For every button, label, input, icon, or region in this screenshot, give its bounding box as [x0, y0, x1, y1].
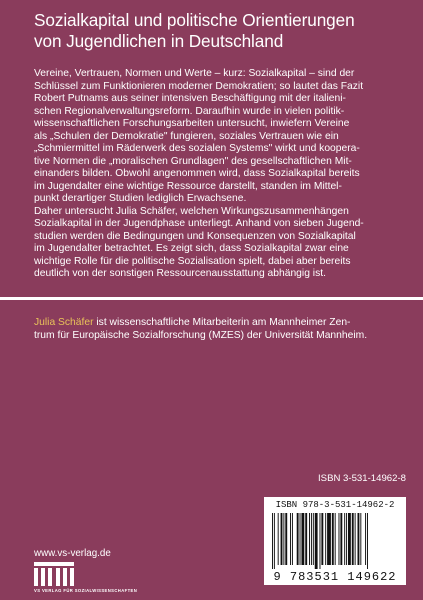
blurb-line: als „Schulen der Demokratie" fungieren, soziales Vertrauen wie ein — [34, 130, 339, 142]
barcode-bar — [301, 513, 304, 565]
barcode-bar — [315, 513, 318, 569]
author-note — [34, 317, 406, 342]
blurb-line: Sozialkapital in der Jugendphase unterliegt. Anhand von sieben Jugend- — [34, 218, 364, 229]
barcode-bar — [360, 513, 361, 565]
blurb-line: „Schmiermittel im Räderwerk des sozialen Systems" wirkt und koopera- — [34, 143, 360, 154]
barcode-bar — [340, 513, 342, 565]
blurb-line: Daher untersucht Julia Schäfer, welchen Wirkungszusammenhängen — [34, 205, 349, 217]
barcode-bar — [327, 513, 331, 565]
blurb-line: wissenschaftlichen Forschungsarbeiten untersucht, inwiefern Vereine — [34, 118, 350, 129]
book-title-line-2: von Jugendlichen in Deutschland — [34, 31, 284, 51]
barcode-bar — [321, 513, 323, 565]
blurb-line: deutlich von der sonstigen Ressourcenausstattung abhängig ist. — [34, 268, 326, 279]
barcode-bar — [300, 513, 301, 565]
blurb-line: einanders bilden. Obwohl angenommen wird, dass Sozialkapital bereits — [34, 168, 360, 179]
author-note-text: ist wissenschaftliche Mitarbeiterin am Mannheimer Zen- — [93, 317, 351, 328]
barcode-bar — [346, 513, 347, 565]
vs-verlag-logo-icon — [34, 562, 74, 586]
blurb-line: im Jugendalter eine wichtige Ressource darstellt, standen im Mittel- — [34, 180, 342, 192]
blurb-line: Vereine, Vertrauen, Normen und Werte – kurz: Sozialkapital – sind der — [34, 68, 355, 79]
author-note-line-1 — [34, 317, 406, 330]
blurb-line: punkt derartiger Studien lediglich Erwachsene. — [34, 193, 247, 204]
blurb-line: studien werden die Bedingungen und Konsequenzen von Sozialkapital — [34, 230, 356, 242]
barcode-bar — [348, 513, 351, 565]
barcode-bar — [272, 513, 273, 569]
barcode-bar — [309, 513, 310, 565]
ean-digits: 9 783531 149622 — [273, 570, 397, 584]
blurb-line: schen Regionalverwaltungsreform. Daraufhin wurde in vielen politik- — [34, 105, 345, 117]
author-name: Julia Schäfer — [34, 317, 94, 328]
publisher-name: VS VERLAG FÜR SOZIALWISSENSCHAFTEN — [34, 588, 138, 593]
blurb-line: wichtige Rolle für die politische Sozialisation spielt, dabei aber bereits — [34, 255, 351, 267]
barcode-bar — [325, 513, 326, 565]
isbn-10: ISBN 3-531-14962-8 — [318, 473, 406, 484]
blurb-line: tive Normen die „moralischen Grundlagen" des gesellschaftlichen Mit- — [34, 155, 352, 167]
blurb-line: im Jugendalter betrachtet. Es zeigt sich, dass Sozialkapital zwar eine — [34, 243, 349, 254]
book-title — [34, 10, 404, 52]
barcode-bar — [352, 513, 354, 565]
barcode-bar — [290, 513, 291, 565]
ean13-barcode-icon — [270, 513, 400, 569]
section-divider — [0, 297, 423, 300]
barcode-bar — [292, 513, 293, 565]
barcode-bar — [313, 513, 314, 565]
barcode-panel — [264, 497, 406, 585]
blurb-line: Robert Putnams aus seiner intensiven Beschäftigung mit der italieni- — [34, 93, 346, 104]
author-note-line-2: trum für Europäische Sozialforschung (MZES) der Universität Mannheim. — [34, 329, 368, 341]
blurb-text — [34, 68, 399, 281]
barcode-bar — [285, 513, 287, 565]
barcode-bar — [297, 513, 299, 565]
barcode-bar — [332, 513, 334, 565]
barcode-bar — [283, 513, 284, 565]
blurb-line: Schlüssel zum Funktionieren moderner Demokratien; so lautet das Fazit — [34, 80, 364, 92]
barcode-bar — [339, 513, 340, 565]
barcode-bar — [367, 513, 368, 569]
barcode-bar — [335, 513, 336, 565]
barcode-bar — [305, 513, 307, 565]
barcode-bar — [344, 513, 345, 565]
isbn-block — [262, 473, 406, 587]
barcode-bar — [281, 513, 283, 565]
barcode-bar — [320, 513, 321, 569]
book-title-line-1: Sozialkapital und politische Orientierungen — [34, 10, 355, 30]
barcode-bar — [355, 513, 356, 565]
barcode-bar — [311, 513, 312, 565]
barcode-bar — [274, 513, 275, 569]
isbn-13: ISBN 978-3-531-14962-2 — [275, 500, 395, 510]
barcode-bar — [358, 513, 360, 565]
barcode-bar — [365, 513, 366, 565]
barcode-bar — [278, 513, 279, 565]
publisher-website: www.vs-verlag.de — [34, 548, 111, 559]
